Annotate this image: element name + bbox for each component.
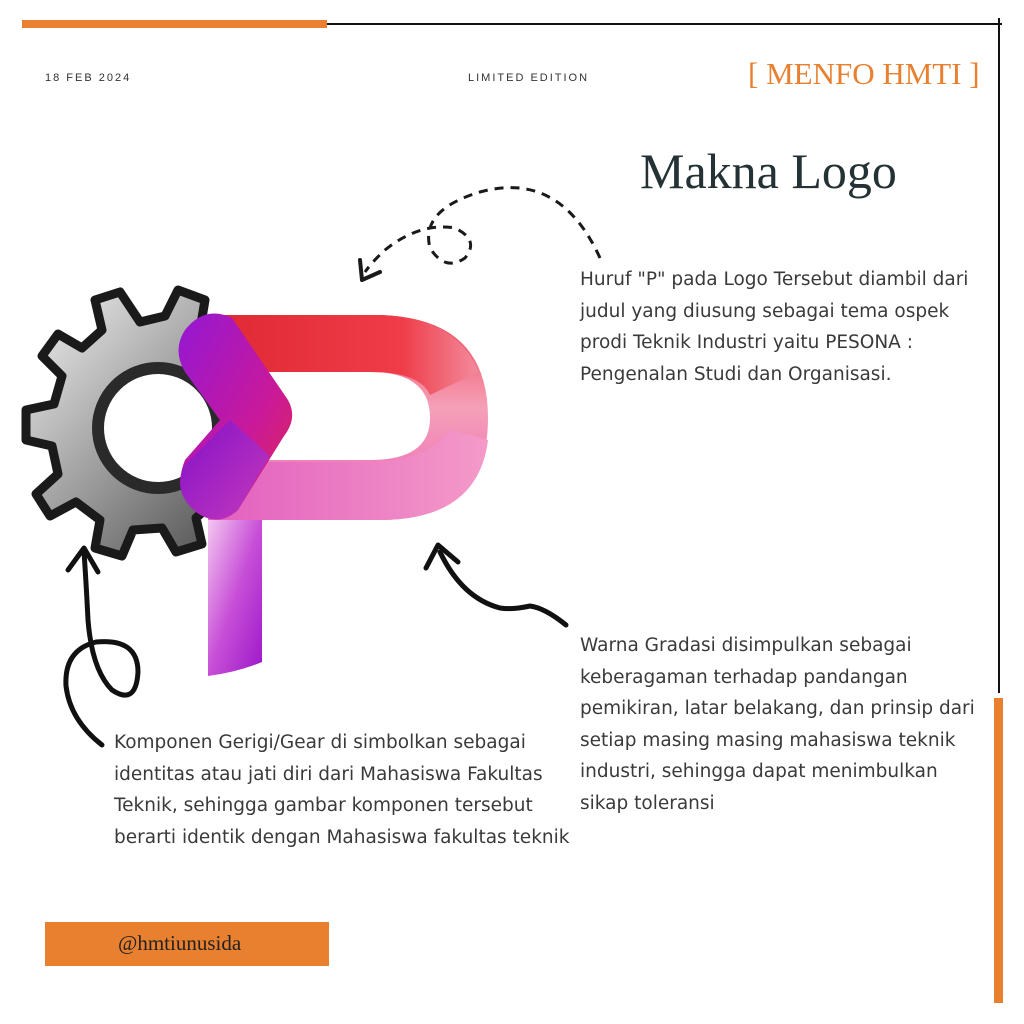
letter-p-description: Huruf "P" pada Logo Tersebut diambil dari judul yang diusung sebagai tema ospek prodi Teknik Industri yaitu PESONA : Pengenalan Studi dan Organisasi.: [580, 269, 969, 385]
gear-description: Komponen Gerigi/Gear di simbolkan sebagai identitas atau jati diri dari Mahasiswa Fakultas Teknik, sehingga gambar komponen tersebut berarti identik dengan Mahasiswa fakultas teknik: [114, 732, 570, 848]
gradient-description: Warna Gradasi disimpulkan sebagai keberagaman terhadap pandangan pemikiran, latar belakang, dan prinsip dari setiap masing masing mahasiswa teknik industri, sehingga dapat menimbulkan sikap toleransi: [580, 635, 975, 814]
loop-arrow-icon: [66, 548, 138, 745]
edition-label: LIMITED EDITION: [468, 72, 590, 84]
letter-p-logo: [179, 314, 489, 676]
page-title: Makna Logo: [640, 143, 897, 199]
brand-title: [ MENFO HMTI ]: [748, 56, 980, 91]
dashed-loop-arrow-icon: [360, 188, 600, 280]
social-handle[interactable]: @hmtiunusida: [118, 931, 242, 955]
issue-date: 18 FEB 2024: [45, 72, 132, 84]
curved-arrow-icon: [426, 545, 566, 625]
